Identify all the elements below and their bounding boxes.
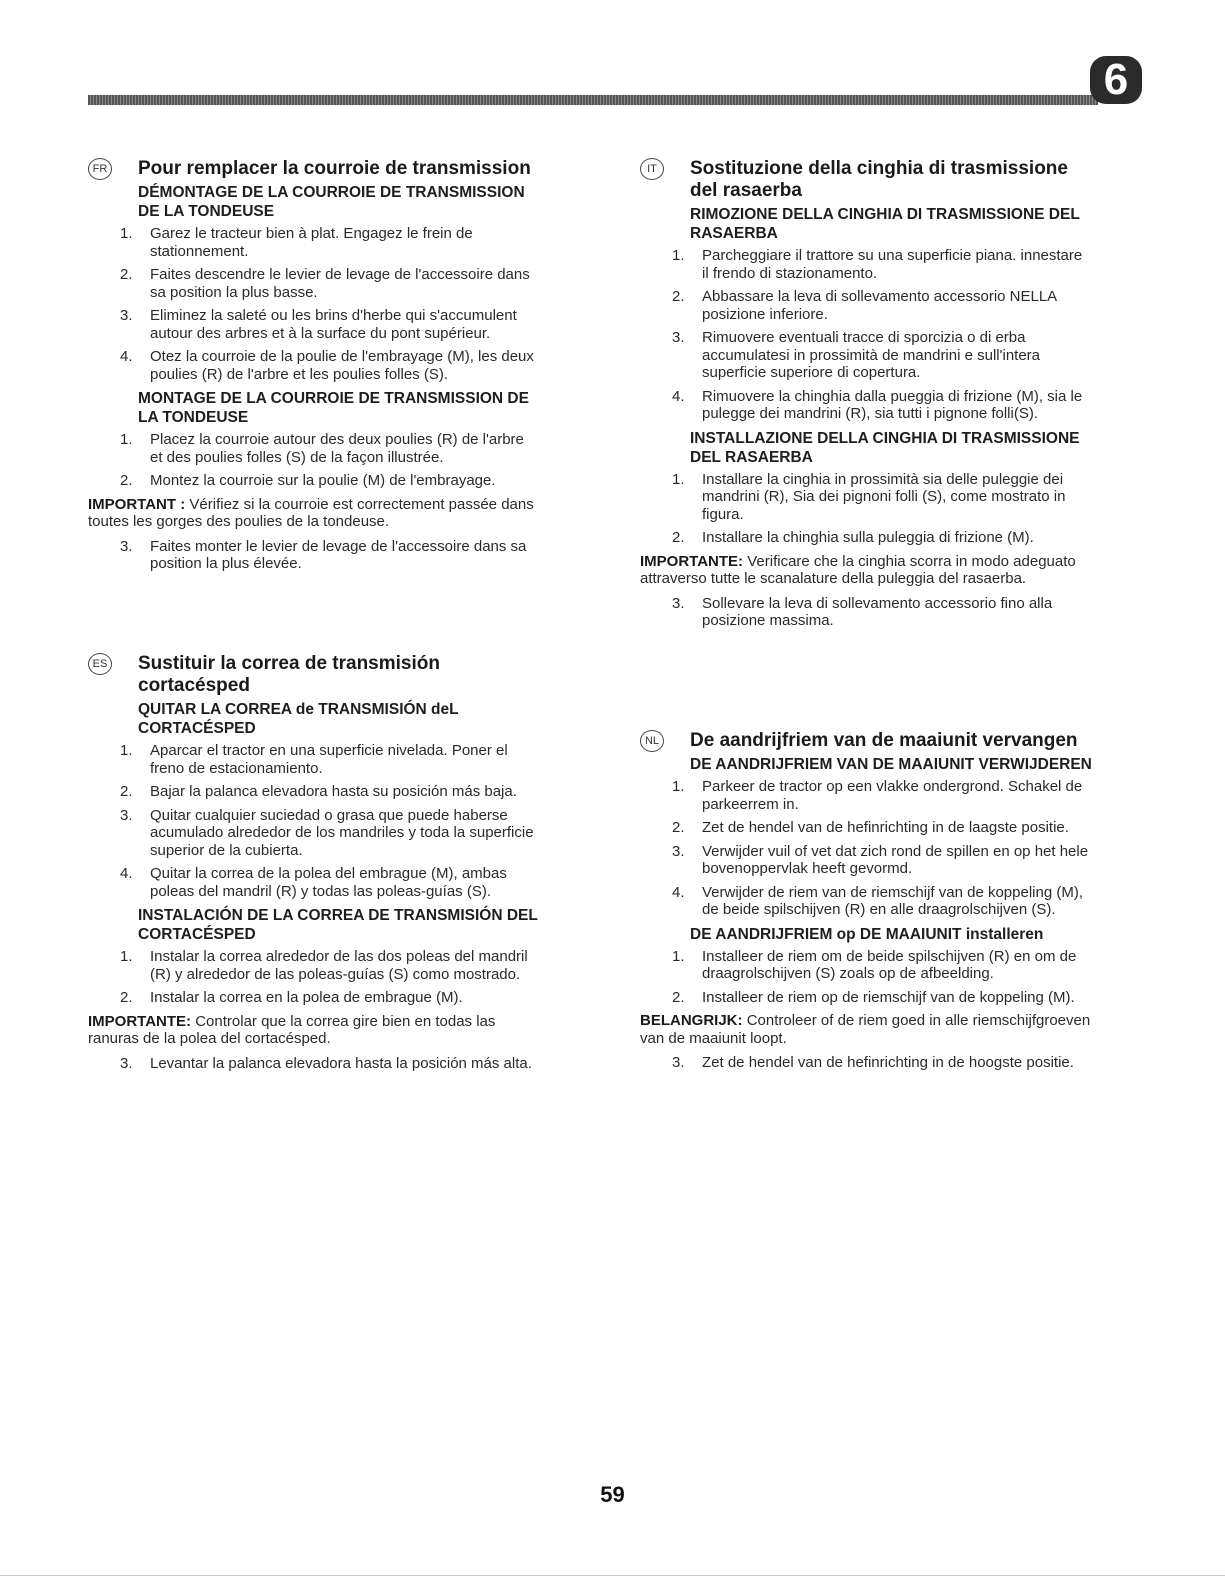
section-title: Sustituir la correa de transmisión cortacésped — [138, 653, 440, 696]
important-text: Verificare che la cinghia scorra in modo adeguato attraverso tutte le scanalature della puleggia del rasaerba. — [640, 552, 1076, 587]
important-label: IMPORTANTE: — [88, 1012, 192, 1030]
step-item — [88, 742, 540, 777]
language-badge-fr: FR — [88, 158, 112, 180]
step-number: 1. — [120, 948, 133, 965]
step-item — [88, 225, 540, 260]
step-item — [88, 783, 540, 801]
subsection-title: DE AANDRIJFRIEM VAN DE MAAIUNIT VERWIJDEREN — [690, 756, 1092, 773]
header-rule — [88, 95, 1098, 105]
subsection-title: INSTALACIÓN DE LA CORREA DE TRANSMISIÓN DEL CORTACÉSPED — [138, 907, 538, 943]
section-title: Pour remplacer la courroie de transmission — [138, 158, 531, 179]
step-text: Montez la courroie sur la poulie (M) de l'embrayage. — [150, 472, 496, 489]
step-number: 4. — [120, 865, 133, 882]
step-item — [640, 948, 1092, 983]
section-title: De aandrijfriem van de maaiunit vervangen — [690, 730, 1078, 751]
section-title: Sostituzione della cinghia di trasmissione del rasaerba — [690, 158, 1068, 201]
subsection-title: DÉMONTAGE DE LA COURROIE DE TRANSMISSION DE LA TONDEUSE — [138, 184, 525, 220]
step-text: Instalar la correa alrededor de las dos poleas del mandril (R) y alrededor de las poleas-guías (S) como mostrado. — [150, 948, 528, 983]
step-item — [88, 948, 540, 983]
step-list — [88, 431, 540, 490]
section-it — [640, 158, 1092, 636]
step-text: Installeer de riem om de beide spilschijven (R) en om de draagrolschijven (S) zoals op de afbeelding. — [702, 947, 1077, 982]
subsection-title: DE AANDRIJFRIEM op DE MAAIUNIT installeren — [690, 925, 1044, 943]
step-number: 4. — [120, 348, 133, 365]
step-text: Installare la cinghia in prossimità sia delle puleggie dei mandrini (R), Sia dei pignoni folli (S), come mostrato in figura. — [702, 470, 1066, 523]
step-number: 4. — [672, 883, 685, 901]
step-item — [640, 989, 1092, 1007]
language-badge-es: ES — [88, 653, 112, 675]
subsection-title: INSTALLAZIONE DELLA CINGHIA DI TRASMISSIONE DEL RASAERBA — [690, 429, 1080, 466]
step-item — [88, 472, 540, 490]
step-list — [640, 595, 1092, 630]
step-item — [640, 529, 1092, 547]
step-item — [88, 538, 540, 573]
step-number: 2. — [120, 989, 133, 1006]
subsection-title: QUITAR LA CORREA de TRANSMISIÓN deL CORTACÉSPED — [138, 701, 459, 737]
important-text: Vérifiez si la courroie est correctement passée dans toutes les gorges des poulies de la tondeuse. — [88, 495, 534, 530]
step-text: Parcheggiare il trattore su una superficie piana. innestare il frendo di stazionamento. — [702, 247, 1083, 282]
step-number: 1. — [672, 247, 685, 264]
step-item — [640, 329, 1092, 382]
step-list — [640, 948, 1092, 1007]
section-fr — [88, 158, 540, 579]
step-number: 2. — [120, 783, 133, 800]
language-badge-it: IT — [640, 158, 664, 180]
important-text: Controleer of de riem goed in alle riemschijfgroeven van de maaiunit loopt. — [640, 1012, 1091, 1047]
step-list — [640, 778, 1092, 919]
step-item — [640, 471, 1092, 524]
step-text: Quitar la correa de la polea del embrague (M), ambas poleas del mandril (R) y todas las poleas-guías (S). — [150, 865, 507, 900]
important-text: Controlar que la correa gire bien en todas las ranuras de la polea del cortacésped. — [88, 1012, 496, 1047]
important-note — [640, 553, 1092, 588]
page-number: 59 — [600, 1482, 625, 1507]
step-number: 2. — [120, 266, 133, 283]
step-number: 3. — [120, 537, 133, 555]
step-text: Rimuovere la chinghia dalla pueggia di frizione (M), sia le pulegge dei mandrini (R), sia tutti i pignone folli(S). — [702, 387, 1083, 422]
step-number: 4. — [672, 387, 685, 405]
step-text: Rimuovere eventuali tracce di sporcizia o di erba accumulatesi in prossimità de mandrini e sull'intera superficie superiore di copertura. — [702, 329, 1041, 381]
step-item — [640, 843, 1092, 878]
step-text: Otez la courroie de la poulie de l'embrayage (M), les deux poulies (R) de l'arbre et les poulies folles (S). — [150, 348, 534, 383]
step-number: 2. — [672, 529, 685, 546]
step-number: 3. — [672, 594, 685, 612]
step-item — [88, 807, 540, 860]
section-es — [88, 653, 540, 1078]
step-text: Bajar la palanca elevadora hasta su posición más baja. — [150, 783, 517, 800]
step-list — [640, 247, 1092, 423]
step-text: Placez la courroie autour des deux poulies (R) de l'arbre et des poulies folles (S) de la façon illustrée. — [150, 431, 524, 466]
step-number: 1. — [120, 225, 133, 242]
step-text: Faites descendre le levier de levage de l'accessoire dans sa position la plus basse. — [150, 266, 530, 301]
step-text: Verwijder vuil of vet dat zich rond de spillen en op het hele bovenoppervlak heeft gevormd. — [702, 842, 1089, 877]
step-item — [640, 388, 1092, 423]
bottom-rule — [0, 1575, 1225, 1576]
step-text: Levantar la palanca elevadora hasta la posición más alta. — [150, 1054, 532, 1072]
step-item — [88, 1055, 540, 1073]
step-number: 1. — [120, 431, 133, 448]
step-text: Zet de hendel van de hefinrichting in de hoogste positie. — [702, 1054, 1074, 1071]
language-badge-nl: NL — [640, 730, 664, 752]
step-text: Garez le tracteur bien à plat. Engagez le frein de stationnement. — [150, 225, 473, 260]
step-number: 2. — [120, 472, 133, 489]
step-text: Installeer de riem op de riemschijf van de koppeling (M). — [702, 988, 1075, 1006]
step-number: 2. — [672, 988, 685, 1006]
important-label: IMPORTANTE: — [640, 552, 744, 570]
step-number: 3. — [672, 329, 685, 346]
step-text: Verwijder de riem van de riemschijf van de koppeling (M), de beide spilschijven (R) en alle draagrolschijven (S). — [702, 883, 1083, 918]
step-text: Faites monter le levier de levage de l'accessoire dans sa position la plus élevée. — [150, 537, 527, 572]
step-item — [640, 247, 1092, 282]
step-text: Installare la chinghia sulla puleggia di frizione (M). — [702, 529, 1034, 546]
step-item — [88, 348, 540, 383]
important-note — [640, 1012, 1092, 1047]
step-number: 2. — [672, 819, 685, 836]
step-text: Abbassare la leva di sollevamento accessorio NELLA posizione inferiore. — [702, 288, 1057, 323]
step-item — [640, 288, 1092, 323]
step-list — [640, 471, 1092, 547]
step-number: 1. — [672, 470, 685, 488]
step-number: 3. — [672, 842, 685, 860]
step-item — [640, 884, 1092, 919]
step-list — [88, 538, 540, 573]
subsection-title: MONTAGE DE LA COURROIE DE TRANSMISSION DE LA TONDEUSE — [138, 390, 529, 426]
step-number: 3. — [120, 1054, 133, 1072]
step-number: 1. — [672, 778, 685, 795]
step-list — [88, 948, 540, 1007]
step-item — [88, 307, 540, 342]
step-number: 2. — [672, 288, 685, 305]
step-text: Eliminez la saleté ou les brins d'herbe qui s'accumulent autour des arbres et à la surface du pont supérieur. — [150, 307, 517, 342]
step-list — [640, 1054, 1092, 1072]
important-label: BELANGRIJK: — [640, 1012, 743, 1029]
step-number: 3. — [672, 1054, 685, 1071]
step-text: Sollevare la leva di sollevamento accessorio fino alla posizione massima. — [702, 594, 1053, 629]
subsection-title: RIMOZIONE DELLA CINGHIA DI TRASMISSIONE DEL RASAERBA — [690, 206, 1080, 242]
important-label: IMPORTANT : — [88, 495, 186, 513]
step-item — [640, 778, 1092, 813]
step-list — [88, 742, 540, 900]
important-note — [88, 1013, 540, 1048]
step-item — [640, 595, 1092, 630]
step-item — [88, 266, 540, 301]
step-item — [88, 865, 540, 900]
step-item — [88, 431, 540, 466]
step-text: Parkeer de tractor op een vlakke ondergrond. Schakel de parkeerrem in. — [702, 778, 1083, 813]
step-text: Zet de hendel van de hefinrichting in de laagste positie. — [702, 819, 1069, 836]
step-number: 1. — [672, 947, 685, 965]
step-number: 1. — [120, 742, 133, 759]
step-item — [640, 1054, 1092, 1072]
step-item — [640, 819, 1092, 837]
chapter-badge: 6 — [1090, 56, 1142, 104]
step-number: 3. — [120, 806, 133, 824]
step-number: 3. — [120, 307, 133, 324]
step-list — [88, 225, 540, 383]
step-list — [88, 1055, 540, 1073]
step-item — [88, 989, 540, 1007]
step-text: Instalar la correa en la polea de embrague (M). — [150, 989, 463, 1006]
important-note — [88, 496, 540, 531]
section-nl — [640, 730, 1092, 1078]
step-text: Aparcar el tractor en una superficie nivelada. Poner el freno de estacionamiento. — [150, 742, 508, 777]
step-text: Quitar cualquier suciedad o grasa que puede haberse acumulado alrededor de los mandriles y toda la superficie superior de la cubierta. — [150, 806, 534, 859]
